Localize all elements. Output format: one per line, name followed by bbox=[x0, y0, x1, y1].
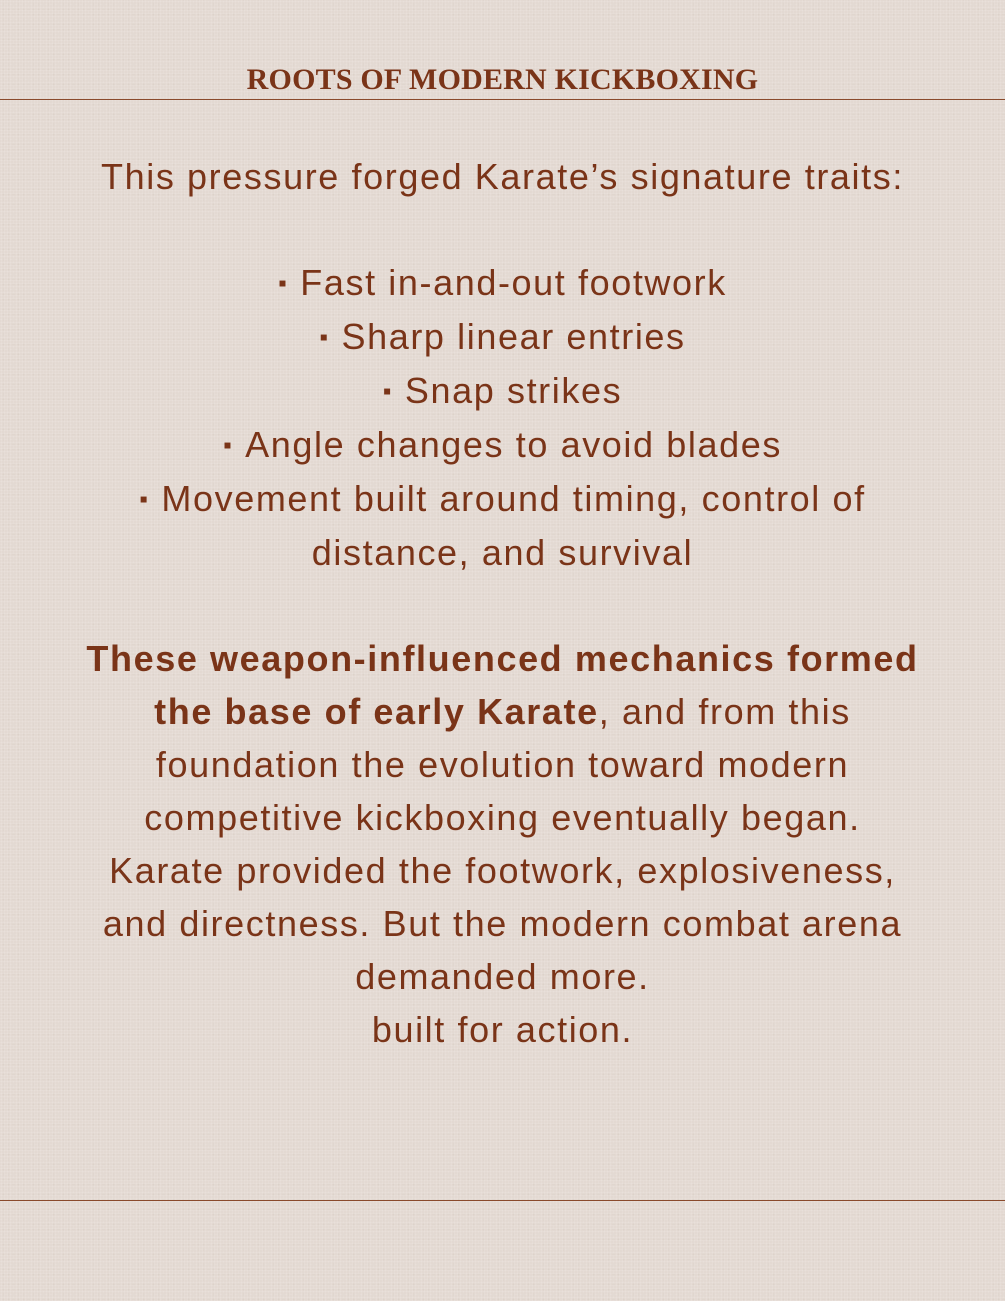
intro-paragraph: This pressure forged Karate’s signature traits: bbox=[101, 156, 904, 197]
list-item bbox=[80, 310, 925, 364]
bullet-icon: ▪ bbox=[139, 486, 150, 513]
evolution-paragraph bbox=[80, 632, 925, 844]
list-item-text: Angle changes to avoid blades bbox=[245, 424, 782, 465]
karate-paragraph: Karate provided the footwork, explosiveness, and directness. But the modern combat arena demanded more. bbox=[102, 850, 903, 997]
page-title: ROOTS OF MODERN KICKBOXING bbox=[246, 63, 759, 96]
bold-lead-text: These weapon-influenced mechanics formed the base of early Karate bbox=[86, 638, 919, 732]
list-item bbox=[80, 256, 925, 310]
main-content bbox=[80, 150, 925, 1056]
list-item bbox=[80, 472, 925, 579]
paragraph-rest-text: , and from this foundation the evolution toward modern competitive kickboxing eventually began. bbox=[144, 691, 861, 838]
bottom-divider bbox=[0, 1200, 1005, 1201]
list-item-text: Movement built around timing, control of distance, and survival bbox=[161, 478, 866, 573]
bullet-icon: ▪ bbox=[382, 378, 393, 405]
list-item bbox=[80, 418, 925, 472]
list-item bbox=[80, 364, 925, 418]
list-item-text: Fast in-and-out footwork bbox=[300, 262, 727, 303]
list-item-text: Snap strikes bbox=[404, 370, 623, 411]
bullet-icon: ▪ bbox=[223, 432, 234, 459]
bullet-icon: ▪ bbox=[319, 324, 330, 351]
top-divider bbox=[0, 99, 1005, 100]
bullet-icon: ▪ bbox=[278, 270, 289, 297]
closing-line: built for action. bbox=[371, 1009, 634, 1050]
list-item-text: Sharp linear entries bbox=[341, 316, 686, 357]
traits-list bbox=[80, 256, 925, 579]
